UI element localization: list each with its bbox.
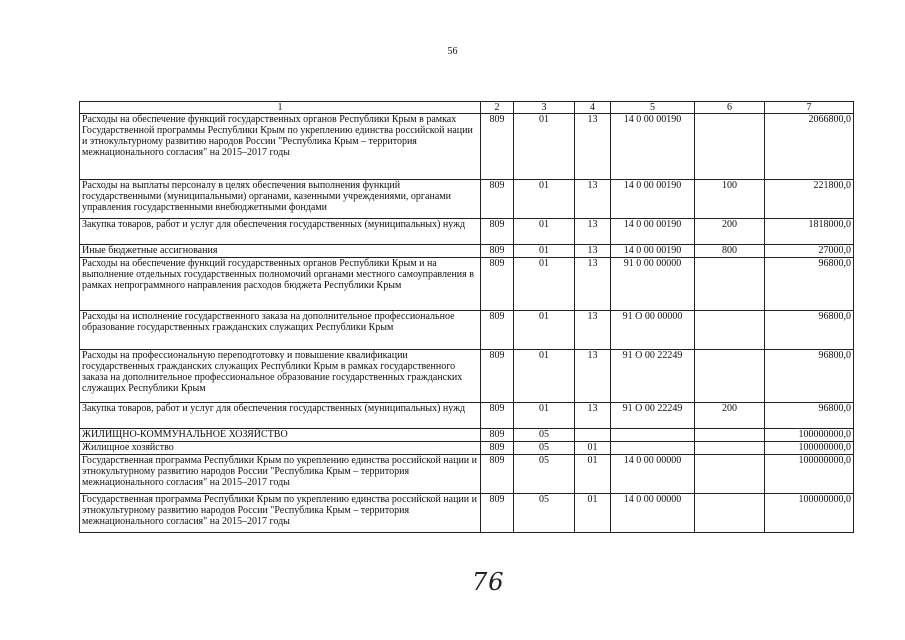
col-header: 1 [80, 102, 481, 114]
budget-table [79, 101, 854, 533]
table-row [80, 114, 854, 180]
row-description: Расходы на обеспечение функций государственных органов Республики Крым и на выполнение отдельных государственных полномочий органами местного самоуправления в рамках непрограммного направления расходов бюджета Республики Крым [80, 258, 481, 311]
subsection-code: 01 [575, 455, 611, 494]
row-description: ЖИЛИЩНО-КОММУНАЛЬНОЕ ХОЗЯЙСТВО [80, 429, 481, 442]
target-article-code: 14 0 00 00000 [611, 494, 695, 533]
ministry-code: 809 [481, 245, 514, 258]
amount: 96800,0 [765, 350, 854, 403]
section-code: 05 [514, 455, 575, 494]
page-number: 56 [447, 46, 458, 57]
col-header: 5 [611, 102, 695, 114]
col-header: 4 [575, 102, 611, 114]
subsection-code: 13 [575, 114, 611, 180]
header-row [80, 102, 854, 114]
col-header: 3 [514, 102, 575, 114]
section-code: 01 [514, 350, 575, 403]
table-row [80, 311, 854, 350]
amount: 100000000,0 [765, 494, 854, 533]
table-row [80, 258, 854, 311]
ministry-code: 809 [481, 403, 514, 429]
target-article-code: 91 0 00 00000 [611, 258, 695, 311]
target-article-code [611, 429, 695, 442]
amount: 221800,0 [765, 180, 854, 219]
target-article-code: 14 0 00 00190 [611, 219, 695, 245]
amount: 100000000,0 [765, 429, 854, 442]
row-description: Расходы на исполнение государственного заказа на дополнительное профессиональное образование государственных гражданских служащих Республики Крым [80, 311, 481, 350]
ministry-code: 809 [481, 258, 514, 311]
subsection-code: 13 [575, 245, 611, 258]
target-article-code: 14 0 00 00190 [611, 180, 695, 219]
handwritten-page-mark: 76 [472, 568, 505, 596]
ministry-code: 809 [481, 442, 514, 455]
table-row [80, 494, 854, 533]
target-article-code: 14 0 00 00190 [611, 114, 695, 180]
expense-type-code: 200 [695, 403, 765, 429]
col-header: 2 [481, 102, 514, 114]
section-code: 01 [514, 180, 575, 219]
subsection-code: 01 [575, 442, 611, 455]
table-row [80, 245, 854, 258]
subsection-code: 13 [575, 180, 611, 219]
expense-type-code [695, 258, 765, 311]
table-row [80, 429, 854, 442]
table-row [80, 180, 854, 219]
expense-type-code: 200 [695, 219, 765, 245]
amount: 100000000,0 [765, 455, 854, 494]
amount: 2066800,0 [765, 114, 854, 180]
amount: 96800,0 [765, 258, 854, 311]
table-row [80, 350, 854, 403]
ministry-code: 809 [481, 219, 514, 245]
target-article-code: 91 О 00 22249 [611, 350, 695, 403]
row-description: Расходы на обеспечение функций государственных органов Республики Крым в рамках Государственной программы Республики Крым по укреплению единства российской нации и этнокультурному развитию народов России "Республика Крым – территория межнационального согласия" на 2015–2017 годы [80, 114, 481, 180]
amount: 100000000,0 [765, 442, 854, 455]
expense-type-code: 800 [695, 245, 765, 258]
ministry-code: 809 [481, 350, 514, 403]
expense-type-code [695, 114, 765, 180]
expense-type-code [695, 494, 765, 533]
subsection-code: 13 [575, 258, 611, 311]
section-code: 01 [514, 219, 575, 245]
section-code: 01 [514, 258, 575, 311]
col-header: 6 [695, 102, 765, 114]
ministry-code: 809 [481, 494, 514, 533]
expense-type-code [695, 311, 765, 350]
row-description: Расходы на выплаты персоналу в целях обеспечения выполнения функций государственными (муниципальными) органами, казенными учреждениями, органами управления государственными внебюджетными фондами [80, 180, 481, 219]
subsection-code: 13 [575, 403, 611, 429]
subsection-code [575, 429, 611, 442]
amount: 27000,0 [765, 245, 854, 258]
target-article-code: 14 0 00 00000 [611, 455, 695, 494]
row-description: Закупка товаров, работ и услуг для обеспечения государственных (муниципальных) нужд [80, 219, 481, 245]
row-description: Государственная программа Республики Крым по укреплению единства российской нации и этнокультурному развитию народов России "Республика Крым – территория межнационального согласия" на 2015–2017 годы [80, 455, 481, 494]
expense-type-code [695, 442, 765, 455]
table-row [80, 219, 854, 245]
amount: 1818000,0 [765, 219, 854, 245]
row-description: Государственная программа Республики Крым по укреплению единства российской нации и этнокультурному развитию народов России "Республика Крым – территория межнационального согласия" на 2015–2017 годы [80, 494, 481, 533]
subsection-code: 13 [575, 311, 611, 350]
row-description: Жилищное хозяйство [80, 442, 481, 455]
table-row [80, 403, 854, 429]
ministry-code: 809 [481, 429, 514, 442]
expense-type-code [695, 455, 765, 494]
ministry-code: 809 [481, 180, 514, 219]
ministry-code: 809 [481, 455, 514, 494]
section-code: 05 [514, 494, 575, 533]
subsection-code: 01 [575, 494, 611, 533]
section-code: 01 [514, 403, 575, 429]
table-row [80, 442, 854, 455]
col-header: 7 [765, 102, 854, 114]
section-code: 05 [514, 429, 575, 442]
section-code: 01 [514, 311, 575, 350]
amount: 96800,0 [765, 403, 854, 429]
expense-type-code [695, 350, 765, 403]
ministry-code: 809 [481, 114, 514, 180]
subsection-code: 13 [575, 219, 611, 245]
expense-type-code: 100 [695, 180, 765, 219]
target-article-code [611, 442, 695, 455]
row-description: Закупка товаров, работ и услуг для обеспечения государственных (муниципальных) нужд [80, 403, 481, 429]
target-article-code: 91 О 00 22249 [611, 403, 695, 429]
section-code: 05 [514, 442, 575, 455]
section-code: 01 [514, 245, 575, 258]
subsection-code: 13 [575, 350, 611, 403]
ministry-code: 809 [481, 311, 514, 350]
amount: 96800,0 [765, 311, 854, 350]
target-article-code: 14 0 00 00190 [611, 245, 695, 258]
expense-type-code [695, 429, 765, 442]
row-description: Расходы на профессиональную переподготовку и повышение квалификации государственных гражданских служащих Республики Крым в рамках государственного заказа на дополнительное профессиональное образование государственных гражданских служащих Республики Крым [80, 350, 481, 403]
table-row [80, 455, 854, 494]
target-article-code: 91 О 00 00000 [611, 311, 695, 350]
section-code: 01 [514, 114, 575, 180]
row-description: Иные бюджетные ассигнования [80, 245, 481, 258]
